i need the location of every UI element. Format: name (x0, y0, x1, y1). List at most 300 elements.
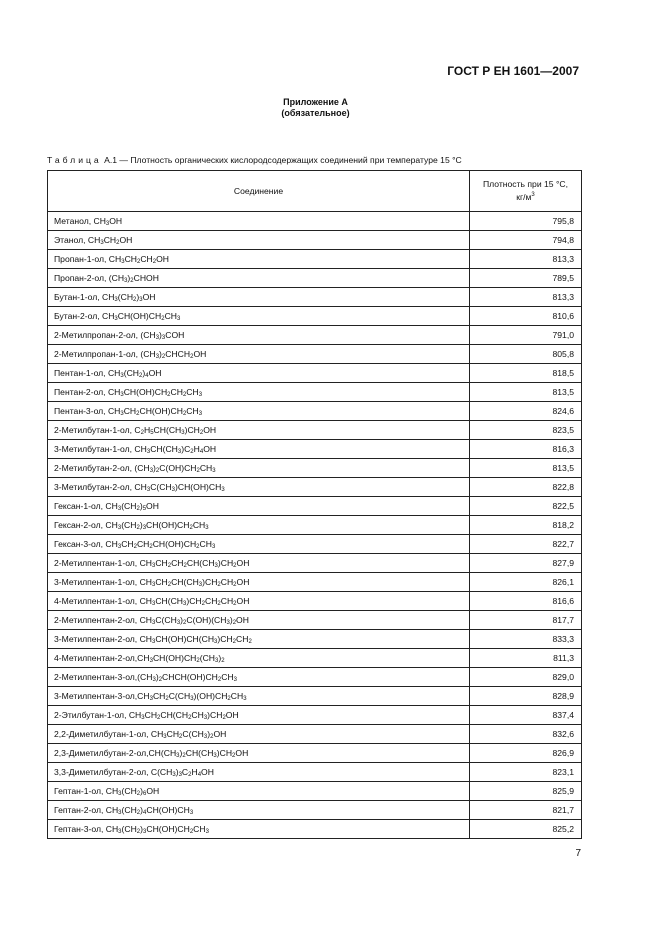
compound-text: 3-Метилпентан-3-ол,CH (54, 691, 150, 701)
table-row (48, 364, 582, 383)
formula-subscript: 2 (167, 392, 171, 398)
formula-subscript: 3 (146, 487, 151, 493)
table-row (48, 326, 582, 345)
formula-subscript: 2 (167, 582, 172, 588)
density-value: 813,5 (470, 459, 582, 478)
compound-text: ) (127, 273, 131, 283)
compound-text: ) (180, 615, 184, 625)
compound-text: ) (140, 824, 144, 834)
formula-subscript: 2 (188, 772, 192, 778)
formula-subscript: 3 (146, 449, 151, 455)
compound-name (48, 364, 470, 383)
formula-subscript: 2 (179, 734, 183, 740)
compound-text: CHCH (165, 349, 191, 359)
table-caption-label: Таблица (47, 155, 102, 165)
density-value: 826,9 (470, 744, 582, 763)
annex-title: Приложение А (283, 97, 348, 107)
formula-subscript: 4 (199, 449, 204, 455)
compound-text: OH (156, 254, 169, 264)
compound-text: CH(CH (150, 444, 178, 454)
table-row (48, 288, 582, 307)
density-value: 816,6 (470, 592, 582, 611)
compound-name (48, 212, 470, 231)
compound-text: 2-Метилпропан-2-ол, (CH (54, 330, 156, 340)
compound-text: CH (193, 824, 206, 834)
table-row (48, 668, 582, 687)
compound-text: CH (186, 387, 199, 397)
compound-text: OH (203, 425, 217, 435)
table-row (48, 421, 582, 440)
compound-name (48, 307, 470, 326)
formula-subscript: 2 (232, 639, 237, 645)
compound-text: 2-Метилбутан-2-ол, (CH (54, 463, 150, 473)
formula-subscript: 3 (155, 335, 160, 341)
compound-name (48, 706, 470, 725)
formula-subscript: 2 (133, 544, 137, 550)
formula-subscript: 3 (155, 354, 160, 360)
compound-text: Пропан-2-ол, (CH (54, 273, 125, 283)
compound-text: (CH (121, 824, 137, 834)
formula-subscript: 3 (120, 411, 124, 417)
compound-text: 3-Метилбутан-1-ол, CH (54, 444, 147, 454)
annex-subtitle: (обязательное) (281, 108, 350, 118)
formula-subscript: 3 (233, 677, 237, 683)
compound-text: CH(OH)CH (139, 406, 183, 416)
formula-subscript: 3 (198, 392, 203, 398)
compound-text: (CH (121, 805, 137, 815)
formula-subscript: 2 (155, 468, 160, 474)
table-caption (47, 155, 462, 165)
table-row (48, 744, 582, 763)
density-value: 810,6 (470, 307, 582, 326)
header-density-unit: кг/м (516, 191, 532, 202)
compound-text: )CH (184, 425, 200, 435)
compound-text: OH (203, 444, 217, 454)
formula-subscript: 3 (176, 316, 181, 322)
compound-text: OH (236, 615, 249, 625)
formula-subscript: 2 (136, 525, 140, 531)
compound-text: CH (155, 558, 168, 568)
compound-text: )CH (217, 558, 234, 568)
table-row (48, 231, 582, 250)
compound-text: CH (220, 596, 234, 606)
compound-text: CH(OH)CH (152, 653, 197, 663)
compound-text: CH(OH)CH (146, 520, 190, 530)
compound-text: OH (193, 349, 207, 359)
compound-text: C(CH (168, 691, 191, 701)
formula-subscript: 2 (227, 696, 231, 702)
compound-name (48, 535, 470, 554)
formula-subscript: 3 (198, 582, 203, 588)
compound-text: OH (213, 729, 227, 739)
formula-subscript: 2 (157, 715, 161, 721)
formula-subscript: 2 (189, 829, 194, 835)
formula-subscript: 2 (136, 810, 141, 816)
formula-subscript: 2 (222, 715, 226, 721)
table-row (48, 402, 582, 421)
formula-subscript: 3 (178, 772, 182, 778)
table-body (48, 212, 582, 839)
density-value: 795,8 (470, 212, 582, 231)
formula-subscript: 3 (181, 430, 185, 436)
formula-subscript: 3 (226, 620, 230, 626)
compound-text: CH(CH (155, 596, 184, 606)
compound-text: OH (146, 501, 159, 511)
compound-name (48, 288, 470, 307)
formula-subscript: 2 (116, 240, 120, 246)
formula-subscript: 2 (149, 544, 153, 550)
compound-text: ) (229, 615, 233, 625)
formula-subscript: 2 (183, 563, 187, 569)
formula-subscript: 2 (161, 354, 166, 360)
compound-text: )CH (217, 634, 233, 644)
density-value: 825,2 (470, 820, 582, 839)
table-row (48, 820, 582, 839)
table-row (48, 478, 582, 497)
formula-subscript: 3 (205, 829, 209, 835)
formula-subscript: 6 (143, 791, 147, 797)
formula-subscript: 2 (182, 392, 187, 398)
table-row (48, 440, 582, 459)
formula-subscript: 2 (167, 563, 172, 569)
compound-text: )CH (207, 710, 223, 720)
density-value: 789,5 (470, 269, 582, 288)
compound-name (48, 554, 470, 573)
compound-name (48, 269, 470, 288)
formula-subscript: 3 (221, 487, 225, 493)
compound-text: OH (146, 786, 160, 796)
compound-text: (CH (123, 368, 139, 378)
formula-subscript: 2 (210, 734, 214, 740)
formula-subscript: 2 (158, 677, 163, 683)
compound-name (48, 326, 470, 345)
formula-subscript: 2 (196, 544, 200, 550)
compound-name (48, 592, 470, 611)
formula-subscript: 2 (188, 715, 192, 721)
table-header-row (48, 171, 582, 212)
compound-text: (CH (117, 292, 134, 302)
compound-text: H (191, 767, 198, 777)
formula-subscript: 2 (190, 449, 194, 455)
formula-subscript: 3 (214, 563, 218, 569)
density-value: 791,0 (470, 326, 582, 345)
compound-text: (CH (121, 520, 137, 530)
compound-text: CH (191, 710, 204, 720)
formula-subscript: 3 (143, 829, 147, 835)
compound-text: CH (199, 463, 213, 473)
formula-subscript: 3 (161, 335, 166, 341)
compound-text: CH (199, 539, 212, 549)
table-row (48, 269, 582, 288)
table-row (48, 706, 582, 725)
compound-text: ) (159, 349, 162, 359)
compound-text: ) (139, 520, 143, 530)
formula-subscript: 3 (139, 297, 143, 303)
compound-text: ) (159, 330, 162, 340)
formula-subscript: 2 (136, 259, 141, 265)
compound-text: CH (121, 539, 134, 549)
compound-text: CH (166, 729, 180, 739)
formula-subscript: 4 (143, 810, 147, 816)
density-value: 829,0 (470, 668, 582, 687)
compound-name (48, 402, 470, 421)
compound-text: 2-Метилпропан-1-ол, (CH (54, 349, 156, 359)
compound-text: 2,2-Диметилбутан-1-ол, CH (54, 729, 164, 739)
compound-text: COH (165, 330, 185, 340)
compound-text: 2-Метилпентан-3-ол,(CH (54, 672, 153, 682)
formula-subscript: 3 (118, 810, 122, 816)
compound-text: CH (204, 596, 218, 606)
compound-text: CH (230, 691, 244, 701)
compound-text: )CH (202, 577, 218, 587)
compound-text: CH (221, 672, 234, 682)
compound-text: Гептан-2-ол, CH (54, 805, 119, 815)
formula-subscript: 3 (152, 677, 156, 683)
density-value: 822,5 (470, 497, 582, 516)
formula-subscript: 3 (117, 506, 122, 512)
compound-name (48, 611, 470, 630)
compound-name (48, 421, 470, 440)
formula-subscript: 3 (189, 810, 194, 816)
formula-subscript: 2 (189, 525, 193, 531)
formula-subscript: 3 (183, 601, 187, 607)
compound-text: Гексан-2-ол, CH (54, 520, 118, 530)
table-row (48, 554, 582, 573)
compound-text: 2-Метилпентан-2-ол, CH (54, 615, 152, 625)
formula-subscript: 3 (118, 829, 122, 835)
formula-subscript: 2 (190, 354, 194, 360)
table-row (48, 592, 582, 611)
compound-text: H (193, 444, 200, 454)
compound-name (48, 459, 470, 478)
density-value: 832,6 (470, 725, 582, 744)
table-row (48, 212, 582, 231)
compound-name (48, 725, 470, 744)
formula-subscript: 2 (199, 430, 204, 436)
compound-name (48, 668, 470, 687)
density-value: 817,7 (470, 611, 582, 630)
formula-subscript: 2 (140, 430, 144, 436)
compound-text: CH(OH)CH (146, 824, 190, 834)
formula-subscript: 2 (201, 601, 205, 607)
compound-text: )CH(OH)CH (175, 482, 222, 492)
formula-subscript: 2 (130, 278, 134, 284)
compound-name (48, 231, 470, 250)
formula-subscript: 3 (105, 221, 110, 227)
compound-text: CH (186, 406, 199, 416)
formula-subscript: 3 (163, 734, 167, 740)
compound-text: Пентан-1-ол, CH (54, 368, 121, 378)
compound-text: ) (179, 748, 183, 758)
table-row (48, 725, 582, 744)
compound-text: )C (181, 444, 191, 454)
formula-subscript: 3 (100, 240, 104, 246)
formula-subscript: 3 (176, 620, 181, 626)
header-density (470, 171, 582, 212)
formula-subscript: 2 (217, 601, 221, 607)
formula-subscript: 3 (121, 259, 125, 265)
compound-text: Гептан-3-ол, CH (54, 824, 119, 834)
formula-subscript: 3 (149, 696, 153, 702)
compound-text: ) (136, 292, 140, 302)
compound-text: C(OH)(CH (186, 615, 227, 625)
compound-text: CH (155, 577, 168, 587)
compound-text: OH (119, 235, 133, 245)
table-caption-text: А.1 — Плотность органических кислородсодержащих соединений при температуре 15 °С (104, 155, 462, 165)
formula-subscript: 2 (233, 563, 237, 569)
compound-name (48, 801, 470, 820)
compound-text: C(CH (155, 615, 177, 625)
formula-subscript: 3 (149, 658, 153, 664)
table-row (48, 611, 582, 630)
formula-subscript: 3 (190, 696, 194, 702)
formula-subscript: 2 (217, 677, 222, 683)
compound-text: 2-Метилпентан-1-ол, CH (54, 558, 152, 568)
compound-text: CH (171, 558, 184, 568)
formula-subscript: 3 (151, 620, 156, 626)
formula-subscript: 3 (118, 791, 122, 797)
compound-text: CHCH(OH)CH (162, 672, 218, 682)
header-density-line1: Плотность при 15 °С, (482, 179, 569, 190)
table-row (48, 649, 582, 668)
compound-name (48, 573, 470, 592)
compound-text: ) (142, 368, 146, 378)
formula-subscript: 2 (136, 506, 140, 512)
formula-subscript: 3 (205, 525, 209, 531)
header-density-unit-line (474, 190, 577, 203)
formula-subscript: 3 (114, 297, 118, 303)
compound-text: CH(OH)CH (117, 311, 162, 321)
formula-subscript: 2 (182, 753, 186, 759)
compound-text: Бутан-1-ол, CH (54, 292, 115, 302)
formula-subscript: 3 (171, 487, 176, 493)
compound-text: ) (153, 463, 156, 473)
formula-subscript: 2 (183, 620, 187, 626)
formula-subscript: 3 (117, 544, 122, 550)
compound-name (48, 383, 470, 402)
compound-text: CH(CH (171, 577, 199, 587)
compound-text: C (181, 767, 189, 777)
table-row (48, 782, 582, 801)
formula-subscript: 3 (120, 373, 124, 379)
formula-subscript: 3 (151, 563, 156, 569)
formula-subscript: 3 (151, 582, 156, 588)
density-value: 828,9 (470, 687, 582, 706)
formula-subscript: 3 (142, 525, 147, 531)
compound-text: ) (207, 729, 211, 739)
formula-subscript: 4 (197, 772, 202, 778)
compound-text: Пентан-3-ол, CH (54, 406, 121, 416)
formula-subscript: 5 (142, 506, 147, 512)
density-value: 794,8 (470, 231, 582, 250)
compound-text: OH (148, 368, 162, 378)
density-value: 818,5 (470, 364, 582, 383)
compound-text: OH (236, 558, 250, 568)
formula-subscript: 2 (152, 259, 157, 265)
compound-text: CH (103, 235, 117, 245)
compound-name (48, 497, 470, 516)
compound-text: CH(OH)CH (146, 805, 190, 815)
compound-text: OH (109, 216, 123, 226)
compound-text: C(CH (182, 729, 204, 739)
compound-text: 3,3-Диметилбутан-2-ол, C(CH (54, 767, 173, 777)
formula-subscript: 3 (212, 468, 216, 474)
compound-text: (CH (121, 501, 137, 511)
formula-subscript: 2 (133, 297, 137, 303)
formula-subscript: 3 (203, 734, 208, 740)
table-row (48, 250, 582, 269)
compound-name (48, 516, 470, 535)
formula-subscript: 3 (176, 753, 180, 759)
compound-text: CH (123, 406, 137, 416)
formula-subscript: 3 (177, 449, 182, 455)
compound-text: CH(CH (153, 425, 182, 435)
table-row (48, 516, 582, 535)
density-value: 822,7 (470, 535, 582, 554)
compound-text: Бутан-2-ол, CH (54, 311, 115, 321)
compound-text: OH (236, 596, 250, 606)
density-value: 823,1 (470, 763, 582, 782)
formula-subscript: 3 (114, 316, 118, 322)
formula-subscript: 3 (243, 696, 247, 702)
compound-name (48, 744, 470, 763)
table-row (48, 307, 582, 326)
compound-name (48, 478, 470, 497)
compound-text: Гексан-3-ол, CH (54, 539, 118, 549)
formula-subscript: 2 (196, 468, 200, 474)
compound-text: CH (136, 539, 150, 549)
table-row (48, 801, 582, 820)
compound-text: (CH (199, 653, 216, 663)
annex-heading (0, 97, 631, 119)
density-value: 818,2 (470, 516, 582, 535)
compound-text: ) (218, 653, 222, 663)
compound-text: ) (140, 786, 144, 796)
formula-subscript: 2 (233, 582, 237, 588)
compound-text: CH(OH)CH (152, 539, 197, 549)
table-row (48, 345, 582, 364)
compound-text: ) (139, 501, 143, 511)
density-value: 824,6 (470, 402, 582, 421)
formula-subscript: 2 (136, 791, 141, 797)
compound-text: Пентан-2-ол, CH (54, 387, 121, 397)
compound-name (48, 763, 470, 782)
compound-text: CH (220, 577, 234, 587)
compound-text: OH (225, 710, 239, 720)
compound-text: 4-Метилпентан-1-ол, CH (54, 596, 152, 606)
density-value: 813,3 (470, 288, 582, 307)
density-value: 821,7 (470, 801, 582, 820)
compound-text: 2,3-Диметилбутан-2-ол,CH(CH (54, 748, 177, 758)
table-row (48, 383, 582, 402)
table-row (48, 763, 582, 782)
compound-name (48, 782, 470, 801)
formula-subscript: 2 (221, 658, 225, 664)
compound-name (48, 345, 470, 364)
compound-text: CHOH (133, 273, 159, 283)
formula-subscript: 3 (211, 544, 216, 550)
density-value: 825,9 (470, 782, 582, 801)
compound-name (48, 440, 470, 459)
compound-name (48, 649, 470, 668)
formula-subscript: 2 (248, 639, 252, 645)
density-value: 822,8 (470, 478, 582, 497)
compound-text: CH (124, 254, 137, 264)
header-compound: Соединение (48, 171, 470, 212)
density-value: 833,3 (470, 630, 582, 649)
compound-text: Этанол, CH (54, 235, 101, 245)
formula-subscript: 2 (136, 411, 140, 417)
